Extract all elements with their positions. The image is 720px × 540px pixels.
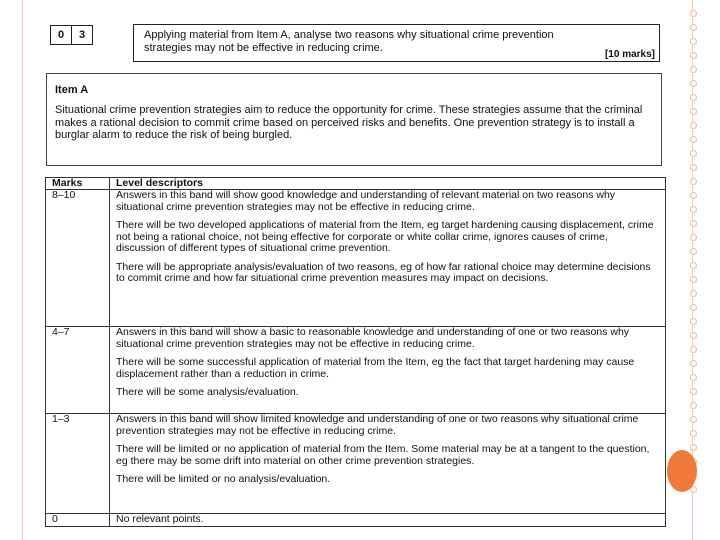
decorative-dot: [690, 248, 697, 255]
decorative-dot: [690, 94, 697, 101]
decorative-dot: [690, 164, 697, 171]
decorative-dot: [690, 52, 697, 59]
item-a-title: Item A: [55, 84, 89, 96]
descriptor-paragraph: There will be some successful application of material from the Item, eg the fact that target hardening may cause displacement rather than a reduction in crime.: [116, 356, 635, 380]
mark-band-row: [46, 190, 666, 327]
decorative-dot: [690, 444, 697, 451]
decorative-dot: [690, 416, 697, 423]
descriptor-paragraph: Answers in this band will show a basic to reasonable knowledge and understanding of one or two reasons why situational crime prevention strategies may not be effective in reducing crime.: [116, 326, 630, 350]
accent-circle: [667, 450, 697, 492]
descriptor-paragraph: There will be some analysis/evaluation.: [116, 386, 299, 398]
decorative-dot: [690, 374, 697, 381]
decorative-dot: [690, 150, 697, 157]
descriptor-paragraph: There will be limited or no analysis/evaluation.: [116, 473, 331, 485]
mark-scheme-header-row: [46, 178, 666, 190]
decorative-dot: [690, 318, 697, 325]
decorative-dot-column: [688, 10, 698, 493]
decorative-dot: [690, 38, 697, 45]
decorative-dot: [690, 346, 697, 353]
decorative-dot: [690, 122, 697, 129]
marks-label: [10 marks]: [604, 49, 655, 60]
item-a-box: [46, 73, 662, 166]
decorative-dot: [690, 430, 697, 437]
decorative-dot: [690, 262, 697, 269]
descriptor-paragraph: There will be limited or no application of material from the Item. Some material may be at a tangent to the question, eg there may be some drift into material on other crime prevention strategies.: [116, 443, 650, 467]
descriptors-column-header: Level descriptors: [110, 178, 666, 190]
mark-band-descriptor: [110, 414, 666, 514]
decorative-dot: [690, 360, 697, 367]
slide-frame-left-line: [22, 0, 23, 540]
item-a-text: Situational crime prevention strategies aim to reduce the opportunity for crime. These strategies assume that the criminal makes a rational decision to commit crime based on perceived risks and benefits. One prevention strategy is to install a burglar alarm to reduce the risk of being burgled.: [55, 104, 643, 141]
mark-band-descriptor: [110, 190, 666, 327]
decorative-dot: [690, 66, 697, 73]
mark-scheme-table: [45, 177, 666, 527]
decorative-dot: [690, 276, 697, 283]
marks-column-header: Marks: [46, 178, 110, 190]
decorative-dot: [690, 402, 697, 409]
decorative-dot: [690, 136, 697, 143]
mark-band-row: [46, 327, 666, 414]
mark-band-descriptor: [110, 514, 666, 527]
question-number-digit: 0: [57, 29, 65, 41]
decorative-dot: [690, 220, 697, 227]
decorative-dot: [690, 80, 697, 87]
mark-band-row: [46, 414, 666, 514]
descriptor-paragraph: Answers in this band will show limited knowledge and understanding of one or two reasons why situational crime prevention strategies may not be effective in reducing crime.: [116, 413, 639, 437]
decorative-dot: [690, 234, 697, 241]
mark-band-range: 1–3: [46, 414, 110, 514]
mark-band-row: [46, 514, 666, 527]
mark-band-range: 8–10: [46, 190, 110, 327]
question-number-digit: 3: [71, 26, 92, 44]
decorative-dot: [690, 24, 697, 31]
question-box: [133, 24, 660, 62]
decorative-dot: [690, 108, 697, 115]
descriptor-paragraph: There will be two developed applications of material from the Item, eg target hardening causing displacement, crime not being a rational choice, not being effective for corporate or white collar crime, ignores causes of crime, discussion of different types of situational crime prevention.: [116, 219, 654, 254]
decorative-dot: [690, 206, 697, 213]
decorative-dot: [690, 332, 697, 339]
decorative-dot: [690, 192, 697, 199]
descriptor-paragraph: Answers in this band will show good knowledge and understanding of relevant material on two reasons why situational crime prevention strategies may not be effective in reducing crime.: [116, 189, 616, 213]
decorative-dot: [690, 304, 697, 311]
question-text: Applying material from Item A, analyse two reasons why situational crime prevention strategies may not be effective in reducing crime.: [144, 29, 554, 54]
mark-band-descriptor: [110, 327, 666, 414]
mark-band-range: 0: [46, 514, 110, 527]
question-number-box: [50, 25, 93, 45]
descriptor-paragraph: There will be appropriate analysis/evaluation of two reasons, eg of how far rational choice may determine decisions to commit crime and how far situational crime prevention measures may impact on decisions.: [116, 260, 651, 284]
decorative-dot: [690, 178, 697, 185]
decorative-dot: [690, 388, 697, 395]
descriptor-paragraph: No relevant points.: [116, 513, 204, 525]
decorative-dot: [690, 10, 697, 17]
decorative-dot: [690, 290, 697, 297]
mark-band-range: 4–7: [46, 327, 110, 414]
